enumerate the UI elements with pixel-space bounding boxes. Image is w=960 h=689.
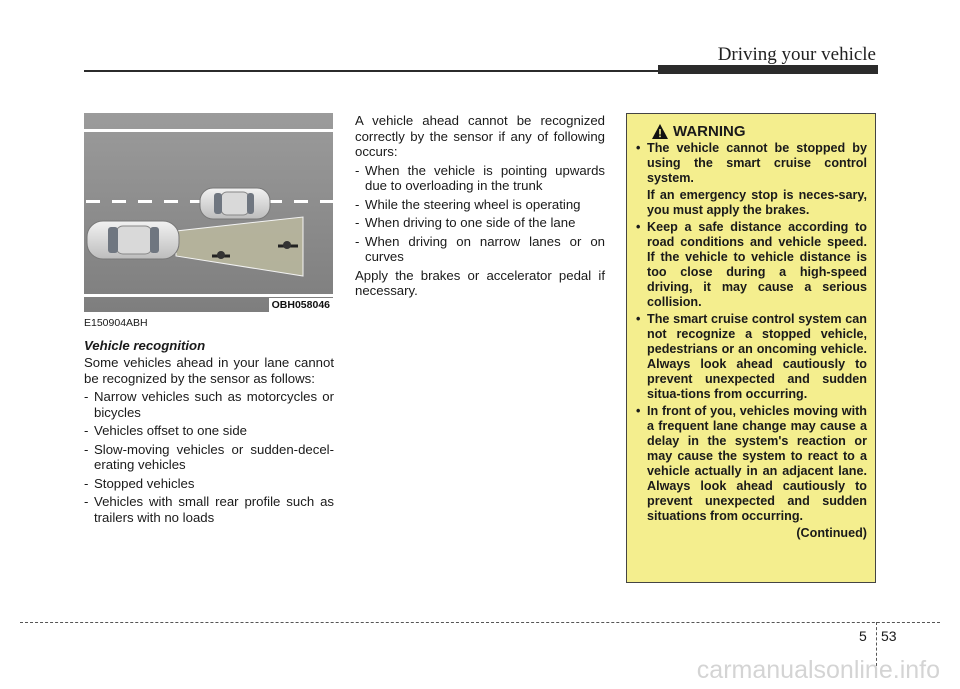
list-item: - Stopped vehicles [84,476,334,492]
header-rule [84,70,660,72]
ego-car [87,221,179,259]
middle-intro: A vehicle ahead cannot be recognized correctly by the sensor if any of following occurs: [355,113,605,159]
list-item: - While the steering wheel is operating [355,197,605,213]
warning-item: • The smart cruise control system can not recognize a stopped vehicle, pedestrians or an oncoming vehicle. Always look ahead cautiously to prevent unexpected and sudden situa-tions from occurring. [636,312,867,402]
road-edge-top [84,129,333,132]
section-code: E150904ABH [84,317,148,329]
left-list [84,389,334,525]
road-scene [84,113,333,312]
warning-item: • The vehicle cannot be stopped by using the smart cruise control system. [636,141,867,186]
list-item: - Slow-moving vehicles or sudden-decel-erating vehicles [84,442,334,473]
left-column [84,316,334,528]
watermark: carmanualsonline.info [696,656,940,684]
warning-item: • Keep a safe distance according to road conditions and vehicle speed. If the vehicle to vehicle distance is too close during a high-speed driving, it may cause a serious collision. [636,220,867,310]
header-bar [658,65,878,74]
footer-rule [20,622,940,623]
vehicle-ahead [200,188,270,219]
list-item: - When driving to one side of the lane [355,215,605,231]
road-edge-bottom [84,294,333,297]
chapter-number: 5 [859,628,867,644]
continued-label: (Continued) [796,526,867,540]
warning-title: WARNING [673,123,746,140]
list-item: - Vehicles offset to one side [84,423,334,439]
section-heading: Vehicle recognition [84,337,206,353]
warning-item: • In front of you, vehicles moving with a frequent lane change may cause a delay in the system's reaction or may cause the system to react to a vehicle actually in an adjacent lane. Always look ahead cautiously to prevent unexpected and sudden situations from occurring. [636,404,867,524]
warning-item-note: If an emergency stop is neces-sary, you must apply the brakes. [647,188,867,217]
middle-outro: Apply the brakes or accelerator pedal if necessary. [355,267,605,298]
list-item: - When the vehicle is pointing upwards due to overloading in the trunk [355,163,605,194]
vehicle-recognition-illustration [84,113,333,312]
warning-box [626,113,876,583]
warning-list [636,141,867,186]
page-number: 53 [881,628,897,644]
middle-list [355,163,605,265]
left-intro: Some vehicles ahead in your lane cannot be recognized by the sensor as follows: [84,355,334,386]
page-header-title: Driving your vehicle [717,44,876,65]
middle-column [355,113,605,302]
warning-triangle-icon [652,124,668,139]
warning-header [652,124,867,139]
list-item: - Vehicles with small rear profile such as trailers with no loads [84,494,334,525]
list-item: - Narrow vehicles such as motorcycles or bicycles [84,389,334,420]
list-item: - When driving on narrow lanes or on curves [355,234,605,265]
figure-code: OBH058046 [269,298,333,312]
